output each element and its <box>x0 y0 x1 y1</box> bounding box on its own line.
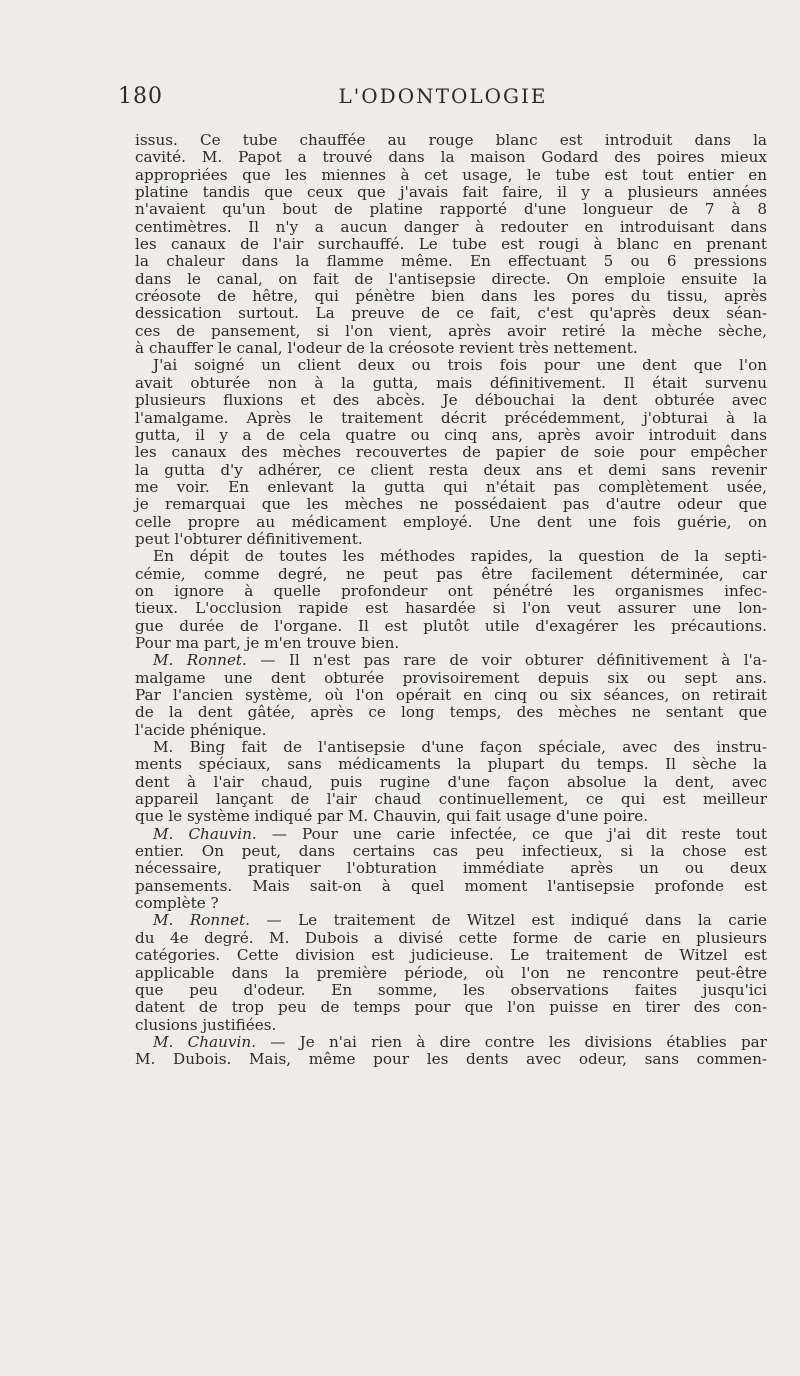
text-line <box>135 687 767 704</box>
text-line <box>135 1034 767 1051</box>
line-text: Pour ma part, je m'en trouve bien. <box>135 633 400 652</box>
speaker-name: M. Chauvin. <box>153 1032 256 1051</box>
line-text: M. Bing fait de l'antisepsie d'une façon spéciale, avec des instru- <box>153 738 767 757</box>
line-text: avait obturée non à la gutta, mais définitivement. Il était survenu <box>135 373 767 392</box>
line-text: on ignore à quelle profondeur ont pénétré les organismes infec- <box>135 581 767 600</box>
line-text: plusieurs fluxions et des abcès. Je débouchai la dent obturée avec <box>135 391 767 410</box>
line-text: centimètres. Il n'y a aucun danger à redouter en introduisant dans <box>135 217 767 236</box>
text-line <box>135 375 767 392</box>
text-line <box>135 548 767 565</box>
line-text: peut l'obturer définitivement. <box>135 529 363 548</box>
text-line <box>135 965 767 982</box>
line-text: créosote de hêtre, qui pénètre bien dans les pores du tissu, après <box>135 287 767 306</box>
text-line <box>135 288 767 305</box>
text-line <box>135 930 767 947</box>
line-text: Par l'ancien système, où l'on opérait en cinq ou six séances, on retirait <box>135 686 767 704</box>
page-number: 180 <box>118 84 163 109</box>
text-line <box>135 635 767 652</box>
line-text: tieux. L'occlusion rapide est hasardée si l'on veut assurer une lon- <box>135 599 767 618</box>
line-text: platine tandis que ceux que j'avais fait faire, il y a plusieurs années <box>135 183 767 202</box>
text-line <box>135 843 767 860</box>
text-line <box>135 444 767 461</box>
line-text: gutta, il y a de cela quatre ou cinq ans, après avoir introduit dans <box>135 425 767 444</box>
text-line <box>135 878 767 895</box>
line-text: applicable dans la première période, où l'on ne rencontre peut-être <box>135 963 767 982</box>
text-line <box>135 271 767 288</box>
text-line <box>135 756 767 773</box>
running-title: L'ODONTOLOGIE <box>338 84 548 108</box>
line-text: je remarquai que les mèches ne possédaient pas d'autre odeur que <box>135 495 767 514</box>
text-line <box>135 739 767 756</box>
text-line <box>135 1017 767 1034</box>
page-header <box>118 84 768 112</box>
line-text: nécessaire, pratiquer l'obturation immédiate après un ou deux <box>135 859 767 878</box>
line-text: les canaux des mèches recouvertes de papier de soie pour empêcher <box>135 443 767 462</box>
text-line <box>135 184 767 201</box>
line-text: catégories. Cette division est judicieuse. Le traitement de Witzel est <box>135 946 767 965</box>
line-text: gue durée de l'organe. Il est plutôt utile d'exagérer les précautions. <box>135 616 767 635</box>
text-line <box>135 600 767 617</box>
line-text: cavité. M. Papot a trouvé dans la maison Godard des poires mieux <box>135 148 767 167</box>
text-line <box>135 479 767 496</box>
text-line <box>135 583 767 600</box>
line-text: les canaux de l'air surchauffé. Le tube est rougi à blanc en prenant <box>135 235 767 254</box>
line-text: ments spéciaux, sans médicaments la plupart du temps. Il sèche la <box>135 755 767 774</box>
line-text: — Pour une carie infectée, ce que j'ai dit reste tout <box>256 824 767 843</box>
text-line <box>135 305 767 322</box>
line-text: En dépit de toutes les méthodes rapides, la question de la septi- <box>153 547 767 566</box>
text-line <box>135 704 767 721</box>
text-line <box>135 652 767 669</box>
speaker-name: M. Ronnet. <box>153 911 250 930</box>
text-line <box>135 253 767 270</box>
line-text: — Le traitement de Witzel est indiqué dans la carie <box>249 911 767 930</box>
line-text: datent de trop peu de temps pour que l'on puisse en tirer des con- <box>135 998 767 1017</box>
text-line <box>135 1051 767 1068</box>
line-text: du 4e degré. M. Dubois a divisé cette forme de carie en plusieurs <box>135 928 767 947</box>
line-text: complète ? <box>135 894 219 913</box>
text-line <box>135 774 767 791</box>
text-line <box>135 912 767 929</box>
text-line <box>135 167 767 184</box>
line-text: entier. On peut, dans certains cas peu infectieux, si la chose est <box>135 842 767 861</box>
text-line <box>135 514 767 531</box>
text-line <box>135 340 767 357</box>
line-text: ces de pansement, si l'on vient, après avoir retiré la mèche sèche, <box>135 321 767 340</box>
line-text: — Il n'est pas rare de voir obturer définitivement à l'a- <box>246 651 767 670</box>
line-text: dans le canal, on fait de l'antisepsie directe. On emploie ensuite la <box>135 269 767 288</box>
line-text: l'acide phénique. <box>135 720 267 739</box>
line-text: que peu d'odeur. En somme, les observations faites jusqu'ici <box>135 980 767 999</box>
text-line <box>135 357 767 374</box>
line-text: dessication surtout. La preuve de ce fait, c'est qu'après deux séan- <box>135 304 767 323</box>
line-text: malgame une dent obturée provisoirement depuis six ou sept ans. <box>135 668 767 687</box>
text-line <box>135 618 767 635</box>
text-line <box>135 427 767 444</box>
line-text: J'ai soigné un client deux ou trois fois pour une dent que l'on <box>153 356 767 375</box>
line-text: n'avaient qu'un bout de platine rapporté d'une longueur de 7 à 8 <box>135 200 767 219</box>
text-line <box>135 566 767 583</box>
line-text: la chaleur dans la flamme même. En effectuant 5 ou 6 pressions <box>135 252 767 271</box>
line-text: appropriées que les miennes à cet usage, le tube est tout entier en <box>135 165 767 184</box>
text-line <box>135 947 767 964</box>
text-line <box>135 149 767 166</box>
line-text: l'amalgame. Après le traitement décrit précédemment, j'obturai à la <box>135 408 767 427</box>
line-text: que le système indiqué par M. Chauvin, qui fait usage d'une poire. <box>135 807 649 826</box>
line-text: à chauffer le canal, l'odeur de la créosote revient très nettement. <box>135 339 638 358</box>
text-line <box>135 132 767 149</box>
text-line <box>135 895 767 912</box>
text-line <box>135 201 767 218</box>
line-text: pansements. Mais sait-on à quel moment l'antisepsie profonde est <box>135 876 767 895</box>
line-text: me voir. En enlevant la gutta qui n'était pas complètement usée, <box>135 477 767 496</box>
line-text: cémie, comme degré, ne peut pas être facilement déterminée, car <box>135 564 767 583</box>
text-line <box>135 860 767 877</box>
speaker-name: M. Chauvin. <box>153 824 257 843</box>
text-line <box>135 219 767 236</box>
text-line <box>135 410 767 427</box>
text-line <box>135 982 767 999</box>
text-line <box>135 722 767 739</box>
speaker-name: M. Ronnet. <box>153 651 247 670</box>
line-text: — Je n'ai rien à dire contre les divisions établies par <box>255 1032 767 1051</box>
line-text: la gutta d'y adhérer, ce client resta deux ans et demi sans revenir <box>135 460 767 479</box>
text-line <box>135 531 767 548</box>
text-line <box>135 808 767 825</box>
line-text: de la dent gâtée, après ce long temps, des mèches ne sentant que <box>135 703 767 722</box>
text-line <box>135 826 767 843</box>
text-line <box>135 670 767 687</box>
line-text: appareil lançant de l'air chaud continuellement, ce qui est meilleur <box>135 790 767 809</box>
text-line <box>135 236 767 253</box>
line-text: issus. Ce tube chauffée au rouge blanc est introduit dans la <box>135 131 767 149</box>
line-text: clusions justifiées. <box>135 1015 277 1034</box>
text-line <box>135 392 767 409</box>
line-text: celle propre au médicament employé. Une dent une fois guérie, on <box>135 512 767 531</box>
text-line <box>135 462 767 479</box>
line-text: dent à l'air chaud, puis rugine d'une façon absolue la dent, avec <box>135 772 767 791</box>
text-line <box>135 791 767 808</box>
text-line <box>135 323 767 340</box>
body-text <box>135 132 767 1069</box>
text-line <box>135 496 767 513</box>
line-text: M. Dubois. Mais, même pour les dents avec odeur, sans commen- <box>135 1050 767 1069</box>
text-line <box>135 999 767 1016</box>
